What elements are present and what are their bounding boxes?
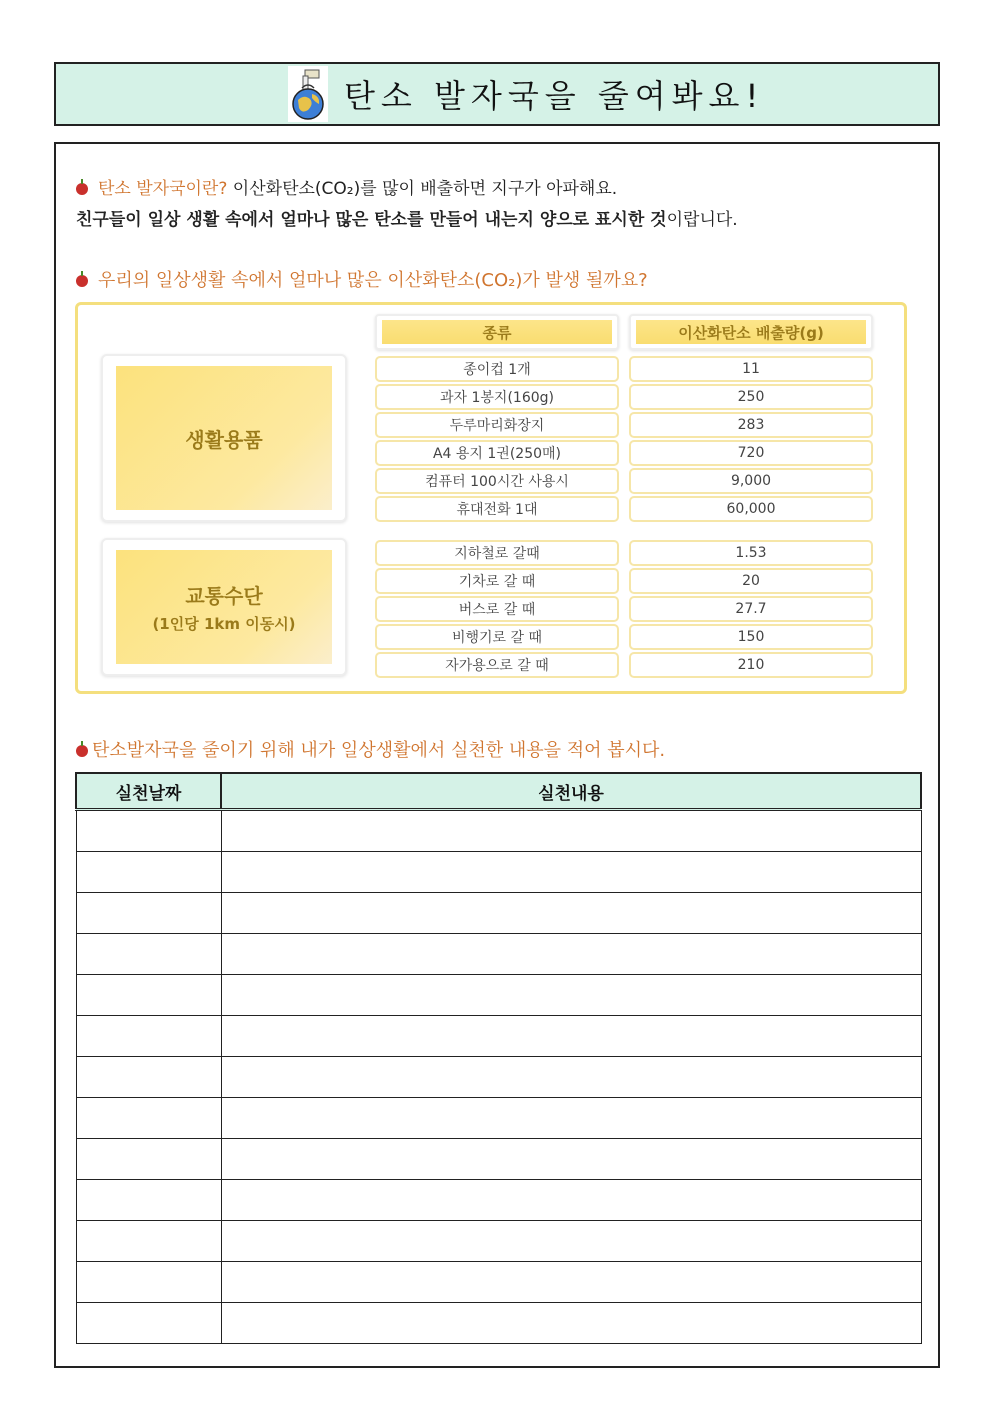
category-daily-goods: [101, 354, 347, 522]
item-cell: 컴퓨터 100시간 사용시: [375, 468, 619, 494]
item-cell: A4 용지 1권(250매): [375, 440, 619, 466]
earth-icon: [288, 66, 328, 122]
value-cell: 27.7: [629, 596, 873, 622]
intro-line: [76, 174, 617, 199]
category-label: 교통수단: [185, 584, 263, 608]
value-cell: 11: [629, 356, 873, 382]
content-input-cell[interactable]: [221, 1303, 921, 1344]
col-kind-header: [375, 314, 619, 350]
table-row: [76, 934, 921, 975]
content-input-cell[interactable]: [221, 1139, 921, 1180]
item-cell: 과자 1봉지(160g): [375, 384, 619, 410]
col-amount-header: [629, 314, 873, 350]
apple-icon: [76, 745, 88, 757]
category-sub: (1인당 1km 이동시): [152, 615, 296, 633]
value-cell: 250: [629, 384, 873, 410]
practice-header-row: [76, 773, 921, 810]
question-line: [76, 266, 648, 292]
table-row: [76, 1098, 921, 1139]
value-cell: 1.53: [629, 540, 873, 566]
question-text: 우리의 일상생활 속에서 얼마나 많은 이산화탄소(CO₂)가 발생 될까요?: [98, 270, 648, 291]
date-input-cell[interactable]: [76, 1098, 221, 1139]
content-input-cell[interactable]: [221, 1180, 921, 1221]
category-transport: [101, 538, 347, 676]
value-cell: 720: [629, 440, 873, 466]
date-input-cell[interactable]: [76, 1262, 221, 1303]
table-row: [76, 1303, 921, 1344]
content-input-cell[interactable]: [221, 810, 921, 852]
content-input-cell[interactable]: [221, 893, 921, 934]
value-cell: 150: [629, 624, 873, 650]
table-row: [76, 852, 921, 893]
intro-text: 이산화탄소(CO₂)를 많이 배출하면 지구가 아파해요.: [232, 179, 618, 199]
date-input-cell[interactable]: [76, 810, 221, 852]
page-title: 탄소 발자국을 줄여봐요!: [344, 77, 765, 115]
table-row: [76, 893, 921, 934]
value-cell: 210: [629, 652, 873, 678]
item-cell: 두루마리화장지: [375, 412, 619, 438]
value-cell: 283: [629, 412, 873, 438]
item-cell: 버스로 갈 때: [375, 596, 619, 622]
col-date-header: 실천날짜: [76, 773, 221, 810]
apple-icon: [76, 275, 88, 287]
item-cell: 휴대전화 1대: [375, 496, 619, 522]
question-label: 탄소 발자국이란?: [98, 179, 228, 199]
apple-icon: [76, 183, 88, 195]
value-cell: 60,000: [629, 496, 873, 522]
date-input-cell[interactable]: [76, 893, 221, 934]
definition-text: 친구들이 일상 생활 속에서 얼마나 많은 탄소를 만들어 내는지 양으로 표시한 것: [76, 210, 667, 230]
col-content-header: 실천내용: [221, 773, 921, 810]
practice-table: [75, 772, 922, 1344]
col-amount-label: 이산화탄소 배출량(g): [636, 320, 866, 344]
instruction-text: 탄소발자국을 줄이기 위해 내가 일상생활에서 실천한 내용을 적어 봅시다.: [92, 740, 666, 761]
item-cell: 종이컵 1개: [375, 356, 619, 382]
date-input-cell[interactable]: [76, 1016, 221, 1057]
table-row: [76, 1180, 921, 1221]
table-row: [76, 1139, 921, 1180]
item-cell: 비행기로 갈 때: [375, 624, 619, 650]
table-row: [76, 1262, 921, 1303]
table-row: [76, 1057, 921, 1098]
item-cell: 자가용으로 갈 때: [375, 652, 619, 678]
date-input-cell[interactable]: [76, 1303, 221, 1344]
date-input-cell[interactable]: [76, 1057, 221, 1098]
date-input-cell[interactable]: [76, 975, 221, 1016]
content-input-cell[interactable]: [221, 1016, 921, 1057]
date-input-cell[interactable]: [76, 1221, 221, 1262]
content-input-cell[interactable]: [221, 934, 921, 975]
table-row: [76, 1221, 921, 1262]
date-input-cell[interactable]: [76, 1180, 221, 1221]
title-banner: [54, 62, 940, 126]
date-input-cell[interactable]: [76, 852, 221, 893]
definition-tail: 이랍니다.: [666, 210, 738, 230]
table-row: [76, 810, 921, 852]
content-input-cell[interactable]: [221, 1221, 921, 1262]
content-input-cell[interactable]: [221, 852, 921, 893]
col-kind-label: 종류: [382, 320, 612, 344]
item-cell: 지하철로 갈때: [375, 540, 619, 566]
date-input-cell[interactable]: [76, 934, 221, 975]
category-label: 생활용품: [185, 427, 263, 452]
content-input-cell[interactable]: [221, 1262, 921, 1303]
item-cell: 기차로 갈 때: [375, 568, 619, 594]
value-cell: 20: [629, 568, 873, 594]
value-cell: 9,000: [629, 468, 873, 494]
definition-line: [76, 205, 738, 230]
content-input-cell[interactable]: [221, 1057, 921, 1098]
instruction-line: [76, 736, 665, 762]
content-input-cell[interactable]: [221, 1098, 921, 1139]
content-input-cell[interactable]: [221, 975, 921, 1016]
date-input-cell[interactable]: [76, 1139, 221, 1180]
table-row: [76, 1016, 921, 1057]
table-row: [76, 975, 921, 1016]
